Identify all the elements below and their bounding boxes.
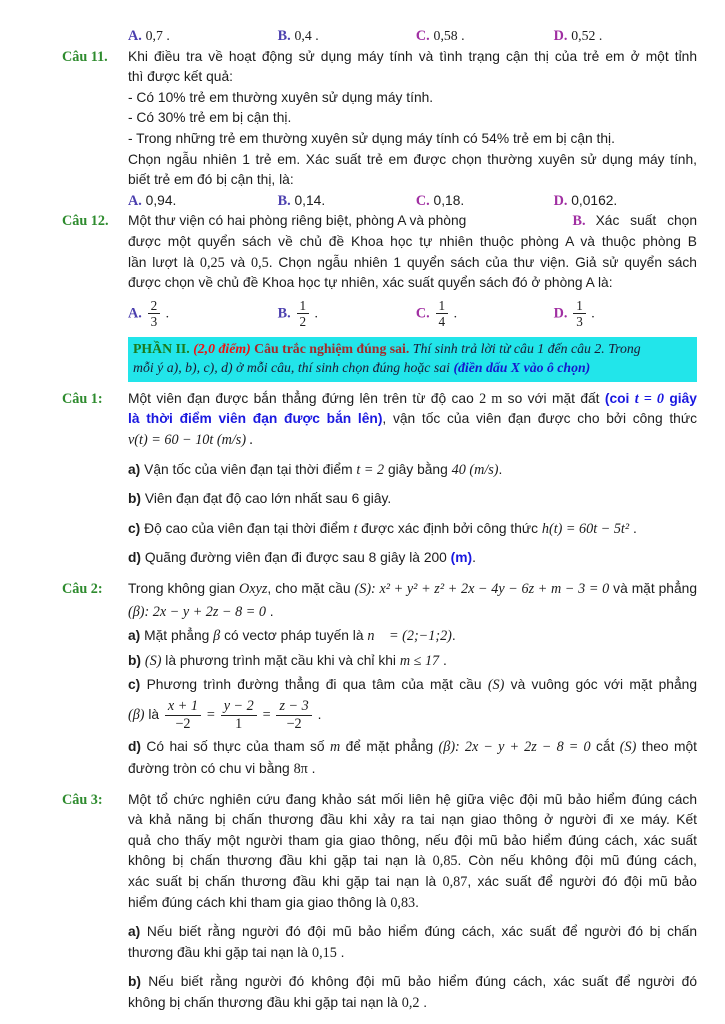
text-segment: . — [472, 550, 476, 566]
option-a — [128, 298, 278, 330]
statement-a — [128, 460, 697, 481]
text-segment: được xác định bởi công thức — [357, 520, 542, 536]
text-segment: là phương trình mặt cầu khi và chỉ khi — [161, 652, 400, 668]
statement-tag: b) — [128, 652, 142, 668]
option-a-value: 0,7 . — [145, 28, 170, 43]
math-number: 0,87 — [442, 874, 468, 891]
text-segment: so với mặt đất — [502, 390, 605, 406]
option-d — [554, 26, 697, 47]
question-11 — [62, 47, 697, 212]
text-segment: Có hai số thực của tham số — [141, 738, 330, 754]
line-right-text: Xác suất chọn — [595, 213, 697, 229]
text-segment: giây bằng — [384, 461, 452, 477]
fraction — [297, 298, 310, 330]
denominator: 1 — [235, 715, 243, 732]
question-12-body — [128, 211, 697, 333]
numerator: z − 3 — [276, 698, 311, 716]
text-segment: Nếu biết rằng người đó đội mũ bảo hiểm đúng cách, xác suất để người đó bị chấn — [140, 924, 697, 940]
denominator: 2 — [299, 314, 307, 330]
text-segment: Quãng đường viên đạn đi được sau 8 giây là 200 — [141, 550, 451, 566]
math-number: 0,15 — [311, 944, 337, 961]
option-b-value: 0,14. — [294, 192, 326, 208]
option-a — [128, 26, 278, 47]
denominator: 3 — [576, 314, 583, 330]
question-1-body — [128, 389, 697, 569]
statement-tag: a) — [128, 461, 141, 477]
section-header-banner — [128, 337, 697, 382]
option-c-value: 0,18. — [433, 192, 465, 208]
math-number: 0,2 — [401, 995, 420, 1012]
line-left: Một thư viện có hai phòng riêng biệt, phòng A và phòng — [128, 213, 467, 229]
math-number: 0,83 — [390, 894, 416, 911]
statement-b — [128, 651, 697, 672]
text-segment: , vận tốc của viên đạn được cho bởi công thức — [382, 411, 697, 427]
question-1 — [62, 389, 697, 569]
text-segment: cắt — [590, 738, 620, 754]
option-c — [416, 26, 554, 47]
option-d-value: 0,0162. — [571, 192, 618, 208]
option-c-letter: C. — [415, 28, 430, 44]
text-line — [128, 579, 697, 600]
text-segment: Độ cao của viên đạn tại thời điểm — [140, 520, 354, 536]
text-line: biết trẻ em đó bị cận thị, là: — [128, 172, 294, 188]
text-segment: để mặt phẳng — [340, 738, 439, 754]
text-segment: Viên đạn đạt độ cao lớn nhất sau 6 giây. — [141, 491, 392, 507]
option-a-letter: A. — [128, 305, 142, 322]
text-segment: không bị chấn thương đầu khi gặp tai nạn là — [128, 853, 433, 869]
text-line: và khả năng bị chấn thương đầu khi xảy ra tai nạn giao thông ở người đi xe máy. Kết — [128, 812, 697, 828]
option-d — [554, 191, 697, 212]
section-points: (2,0 điểm) — [193, 340, 255, 356]
text-segment: . — [265, 603, 274, 619]
math-expression: m ≤ 17 — [399, 652, 440, 669]
option-b-letter: B. — [277, 305, 291, 322]
statement-c-line-2 — [128, 698, 697, 733]
option-a — [128, 191, 278, 212]
option-b — [278, 298, 416, 330]
line-right — [573, 211, 697, 232]
text-line: - Có 30% trẻ em bị cận thị. — [128, 110, 292, 126]
section-2-row — [62, 333, 697, 389]
option-c-value: 0,58 . — [433, 28, 465, 43]
statement-a-line-2 — [128, 943, 697, 964]
numerator: 1 — [573, 298, 586, 315]
formula-line: v(t) = 60 − 10t (m/s) . — [128, 432, 254, 449]
options-row — [128, 26, 697, 47]
math-expression: 8π — [293, 761, 308, 778]
statement-c — [128, 519, 697, 540]
math-expression: n⃗ = (2;−1;2) — [367, 628, 452, 645]
text-line: - Có 10% trẻ em thường xuyên sử dụng máy tính. — [128, 89, 434, 105]
text-line — [128, 893, 697, 914]
math-expression: β — [213, 628, 221, 645]
question-3-label: Câu 3: — [62, 791, 103, 808]
highlight-blue: là thời điểm viên đạn được bắn lên) — [128, 411, 383, 427]
section-number: PHẦN II. — [133, 340, 194, 356]
numerator: y − 2 — [221, 698, 257, 716]
text-segment: Một viên đạn được bắn thẳng đứng lên trên từ độ cao — [128, 390, 480, 406]
text-segment: theo một — [636, 738, 697, 754]
option-b — [278, 191, 416, 212]
denominator: 4 — [438, 314, 446, 330]
denominator: −2 — [286, 715, 302, 732]
statement-tag: d) — [128, 738, 142, 754]
statement-d-line-1 — [128, 737, 697, 758]
text-line — [128, 409, 697, 430]
denominator: −2 — [175, 715, 191, 732]
banner-line-1 — [133, 339, 691, 359]
inline-b-letter: B. — [572, 213, 586, 230]
text-segment: . Còn nếu không đội mũ đúng cách, — [457, 853, 697, 869]
section-note: Thí sinh trả lời từ câu 1 đến câu 2. Trong — [412, 340, 641, 356]
math-expression: (β): 2x − y + 2z − 8 = 0 — [438, 738, 591, 755]
question-12-options — [128, 296, 697, 333]
statement-d-line-2 — [128, 759, 697, 780]
text-segment: . — [336, 944, 345, 960]
math-number: 0,25 — [199, 254, 225, 271]
text-segment: có vectơ pháp tuyến là — [220, 628, 368, 644]
statement-tag: c) — [128, 677, 141, 693]
option-c — [416, 191, 554, 212]
text-segment: . — [419, 995, 428, 1011]
math-expression: (S) — [619, 738, 637, 755]
text-segment: xác suất bị chấn thương đầu khi gặp tai nạn là — [128, 874, 443, 890]
highlight-blue: giây — [664, 390, 697, 406]
question-10-options — [62, 26, 697, 47]
question-2-label: Câu 2: — [62, 581, 103, 598]
math-expression: Oxyz — [239, 581, 268, 598]
fraction — [165, 698, 201, 733]
numerator: x + 1 — [165, 698, 201, 716]
math-expression: 2 m — [479, 390, 503, 407]
math-expression: (β): 2x − y + 2z − 8 = 0 — [128, 603, 266, 620]
question-2-body — [128, 579, 697, 780]
text-segment: thương đầu khi gặp tai nạn là — [128, 944, 312, 960]
option-a-letter: A. — [128, 28, 142, 44]
statement-b-line-2 — [128, 993, 697, 1014]
option-c — [416, 298, 554, 330]
text-line: - Trong những trẻ em thường xuyên sử dụng máy tính có 54% trẻ em bị cận thị. — [128, 130, 615, 146]
question-11-options — [128, 191, 697, 212]
option-c-letter: C. — [415, 305, 430, 322]
text-segment: Vận tốc của viên đạn tại thời điểm — [140, 461, 357, 477]
option-tail: . — [450, 305, 458, 321]
option-d — [554, 298, 697, 330]
statement-a-line-1 — [128, 922, 697, 943]
fraction — [221, 698, 257, 733]
statement-b — [128, 489, 697, 510]
question-11-label: Câu 11. — [62, 48, 108, 65]
question-1-label: Câu 1: — [62, 390, 103, 407]
spacer — [62, 333, 128, 389]
statement-tag: a) — [128, 628, 141, 644]
text-line: thì được kết quả: — [128, 69, 233, 85]
math-expression: 40 (m/s) — [451, 461, 499, 478]
text-segment: và mặt phẳng — [609, 581, 697, 597]
text-line: Chọn ngẫu nhiên 1 trẻ em. Xác suất trẻ em được chọn thường xuyên sử dụng máy tính, — [128, 151, 697, 167]
math-expression: t — [353, 520, 358, 537]
text-line — [128, 253, 697, 274]
highlight-blue: (m) — [450, 550, 473, 566]
banner-line-2 — [133, 358, 691, 378]
question-12 — [62, 211, 697, 333]
option-tail: . — [311, 305, 318, 321]
statement-tag: b) — [128, 491, 142, 507]
text-line — [128, 851, 697, 872]
spacer — [62, 26, 128, 47]
option-b — [278, 26, 416, 47]
formula-line — [128, 602, 697, 623]
math-expression: (S): x² + y² + z² + 2x − 4y − 6z + m − 3 = 0 — [354, 581, 610, 598]
option-c-letter: C. — [415, 192, 430, 209]
question-3-body — [128, 790, 697, 1014]
statement-tag: b) — [128, 974, 142, 990]
text-segment: là — [144, 706, 163, 722]
text-segment: . Chọn ngẫu nhiên 1 quyển sách của thư viện. Giả sử quyển sách — [268, 254, 697, 270]
option-tail: . — [162, 305, 170, 321]
text-line: Khi điều tra về hoạt động sử dụng máy tính và tình trạng cận thị của trẻ em ở một tỉnh — [128, 48, 697, 64]
text-segment: và — [224, 254, 252, 270]
math-expression: t = 2 — [356, 461, 385, 478]
text-segment: . — [629, 520, 637, 536]
option-a-value: 0,94. — [145, 192, 177, 208]
numerator: 1 — [297, 298, 310, 315]
text-line: được một quyển sách về chủ đề Khoa học tự nhiên thuộc phòng A và thuộc phòng B — [128, 233, 697, 249]
text-segment: Trong không gian — [128, 581, 240, 597]
option-d-letter: D. — [553, 28, 568, 44]
option-b-value: 0,4 . — [294, 28, 319, 43]
math-expression: (β) — [128, 706, 145, 723]
option-d-value: 0,52 . — [571, 28, 603, 43]
math-number: 0,5 — [251, 254, 269, 271]
text-segment: Mặt phẳng — [140, 628, 214, 644]
highlight-blue: (coi — [604, 390, 635, 406]
text-segment: . — [451, 628, 456, 644]
text-segment: , xác suất để người đó đội mũ bảo — [467, 874, 697, 890]
statement-d — [128, 548, 697, 569]
fraction — [276, 698, 311, 733]
text-segment: , cho mặt cầu — [267, 581, 355, 597]
math-expression: (S) — [487, 677, 505, 694]
text-segment: không bị chấn thương đầu khi gặp tai nạn là — [128, 995, 402, 1011]
fraction — [436, 298, 449, 330]
section-title: Câu trắc nghiệm đúng sai. — [254, 340, 413, 356]
text-segment: . — [498, 461, 503, 477]
option-b-letter: B. — [277, 28, 291, 44]
math-expression: t = 0 — [634, 390, 665, 407]
math-expression: (S) — [144, 652, 162, 669]
text-segment: Phương trình đường thẳng đi qua tâm của mặt cầu — [140, 677, 488, 693]
statement-c-line-1 — [128, 675, 697, 696]
question-12-label: Câu 12. — [62, 213, 109, 230]
text-segment: đường tròn có chu vi bằng — [128, 761, 294, 777]
statement-tag: c) — [128, 520, 141, 536]
math-number: 0,85 — [432, 853, 458, 870]
fraction — [573, 298, 586, 330]
option-d-letter: D. — [553, 305, 568, 322]
section-note: mỗi ý a), b), c), d) ở mỗi câu, thí sinh chọn đúng hoặc sai — [133, 360, 454, 376]
statement-b-line-1 — [128, 972, 697, 993]
text-segment: . — [439, 652, 447, 668]
text-segment: hiểm đúng cách khi tham gia giao thông là — [128, 894, 391, 910]
question-2 — [62, 579, 697, 780]
option-a-letter: A. — [128, 192, 142, 209]
question-3 — [62, 790, 697, 1014]
numerator: 1 — [436, 298, 449, 315]
section-note-mark: (điền dấu X vào ô chọn) — [453, 360, 591, 376]
math-expression: m — [329, 738, 341, 755]
statement-tag: d) — [128, 550, 142, 566]
text-segment: và vuông góc với mặt phẳng — [504, 677, 697, 693]
option-b-letter: B. — [277, 192, 291, 209]
text-segment: . — [313, 706, 322, 722]
text-line — [128, 389, 697, 410]
text-line: Một tổ chức nghiên cứu đang khảo sát mối liên hệ giữa việc đội mũ bảo hiểm đúng cách — [128, 791, 697, 807]
equals-sign: = — [206, 706, 215, 723]
text-segment: Nếu biết rằng người đó không đội mũ bảo hiểm đúng cách, xác suất để người đó — [141, 974, 697, 990]
text-segment: . — [307, 761, 316, 777]
option-tail: . — [587, 305, 595, 321]
question-11-body — [128, 47, 697, 212]
statement-tag: a) — [128, 924, 141, 940]
denominator: 3 — [150, 314, 158, 330]
math-expression: h(t) = 60t − 5t² — [541, 520, 630, 537]
text-line: quả cho thấy một người tham gia giao thông, nếu đội mũ bảo hiểm đúng cách, xác suất — [128, 832, 697, 848]
option-d-letter: D. — [553, 192, 568, 209]
text-segment: . — [415, 894, 419, 910]
text-line: được chọn về chủ đề Khoa học tự nhiên, xác suất quyển sách đó ở phòng A là: — [128, 275, 613, 291]
text-line — [128, 872, 697, 893]
statement-a — [128, 626, 697, 647]
fraction — [148, 298, 161, 330]
equals-sign: = — [262, 706, 271, 723]
text-segment: lần lượt là — [128, 254, 200, 270]
numerator: 2 — [148, 298, 161, 315]
text-line — [128, 211, 697, 232]
